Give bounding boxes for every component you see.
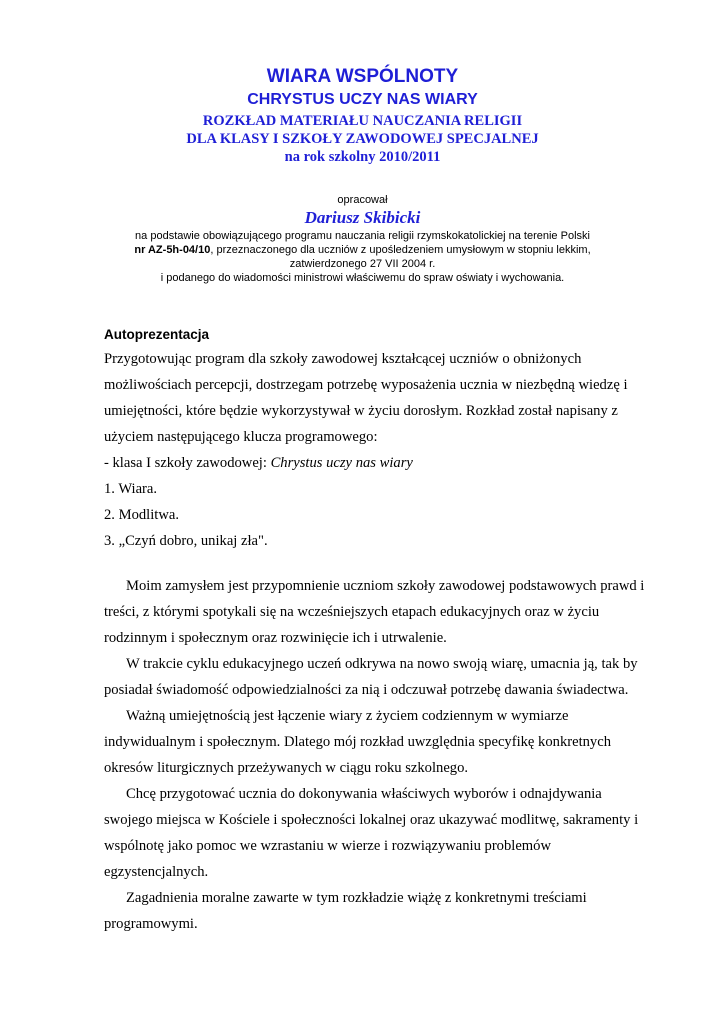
key-title: Chrystus uczy nas wiary	[270, 455, 413, 471]
text-line: indywidualnym i społecznym. Dlatego mój rozkład uwzględnia specyfikę konkretnych	[104, 734, 611, 750]
paragraph-3	[104, 703, 624, 781]
list-item: 3. „Czyń dobro, unikaj zła".	[104, 533, 268, 549]
text-line: wspólnotę jako pomoc we wzrastaniu w wierze i rozwiązywaniu problemów	[104, 838, 551, 854]
text-line: egzystencjalnych.	[104, 864, 209, 880]
text-line: Moim zamysłem jest przypomnienie uczniom szkoły zawodowej podstawowych prawd i	[126, 578, 645, 594]
header-line-1: ROZKŁAD MATERIAŁU NAUCZANIA RELIGII	[202, 113, 523, 129]
paragraph-1	[104, 573, 645, 651]
header-line-3: na rok szkolny 2010/2011	[284, 149, 441, 165]
prepared-by-label: opracował	[337, 194, 388, 206]
text-line: treści, z którymi spotykali się na wcześniejszych etapach edukacyjnych oraz w życiu	[104, 604, 600, 620]
header-line-2: DLA KLASY I SZKOŁY ZAWODOWEJ SPECJALNEJ	[186, 131, 539, 147]
key-prefix: - klasa I szkoły zawodowej:	[104, 455, 271, 471]
program-description: , przeznaczonego dla uczniów z upośledzeniem umysłowym w stopniu lekkim,	[210, 244, 591, 256]
text-line: Przygotowując program dla szkoły zawodowej kształcącej uczniów o obniżonych	[104, 351, 582, 367]
text-line: Zagadnienia moralne zawarte w tym rozkładzie wiążę z konkretnymi treściami	[126, 890, 587, 906]
program-key-line	[104, 450, 624, 476]
program-number: nr AZ-5h-04/10	[134, 244, 211, 256]
paragraph-2	[104, 651, 638, 703]
section-heading: Autoprezentacja	[104, 327, 210, 342]
text-line: posiadał świadomość odpowiedzialności za nią i odczuwał potrzebę dawania świadectwa.	[104, 682, 629, 698]
text-line: Ważną umiejętnością jest łączenie wiary z życiem codziennym w wymiarze	[126, 708, 569, 724]
text-line: swojego miejsca w Kościele i społeczności lokalnej oraz ukazywać modlitwę, sakramenty i	[104, 812, 639, 828]
document-title: WIARA WSPÓLNOTY	[266, 66, 459, 87]
author-name: Dariusz Skibicki	[304, 208, 421, 227]
text-line: W trakcie cyklu edukacyjnego uczeń odkrywa na nowo swoją wiarę, umacnia ją, tak by	[126, 656, 638, 672]
text-line: umiejętności, które będzie wykorzystywał w życiu dorosłym. Rozkład został napisany z	[104, 403, 618, 419]
document-subtitle: CHRYSTUS UCZY NAS WIARY	[247, 91, 478, 108]
notified-line: i podanego do wiadomości ministrowi właściwemu do spraw oświaty i wychowania.	[160, 272, 565, 284]
text-line: rodzinnym i społecznym oraz rozwinięcie ich i utrwalenie.	[104, 630, 447, 646]
basis-line: na podstawie obowiązującego programu nauczania religii rzymskokatolickiej na terenie Polski	[135, 230, 590, 242]
program-line	[0, 243, 725, 257]
intro-paragraph	[104, 346, 628, 554]
paragraph-4	[104, 781, 639, 885]
list-item: 2. Modlitwa.	[104, 507, 179, 523]
text-line: programowymi.	[104, 916, 198, 932]
text-line: okresów liturgicznych przeżywanych w ciągu roku szkolnego.	[104, 760, 469, 776]
text-line: użyciem następującego klucza programowego:	[104, 429, 378, 445]
text-line: Chcę przygotować ucznia do dokonywania właściwych wyborów i odnajdywania	[126, 786, 602, 802]
list-item: 1. Wiara.	[104, 481, 158, 497]
paragraph-5	[104, 885, 624, 937]
approved-line: zatwierdzonego 27 VII 2004 r.	[289, 258, 436, 270]
text-line: możliwościach percepcji, dostrzegam potrzebę wyposażenia ucznia w niezbędną wiedzę i	[104, 377, 628, 393]
